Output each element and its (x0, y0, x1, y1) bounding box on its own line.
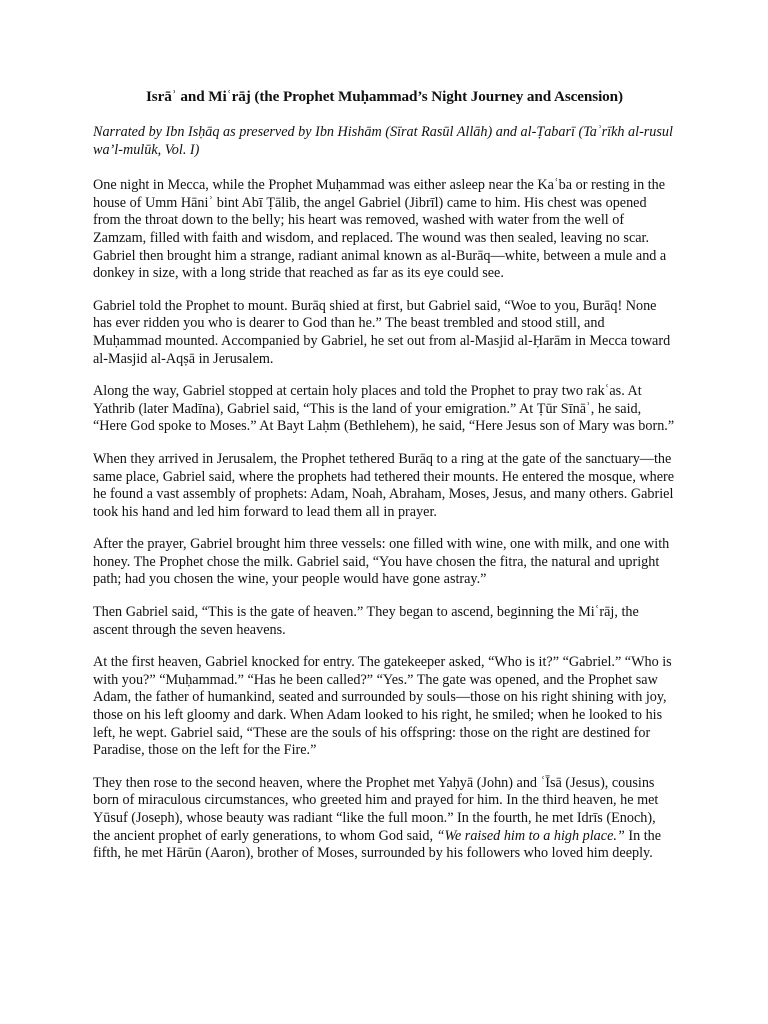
document-page (93, 88, 676, 878)
paragraph-higher-heavens (93, 775, 676, 863)
paragraph-mounting-buraq: Gabriel told the Prophet to mount. Burāq shied at first, but Gabriel said, “Woe to you, Burāq! None has ever ridden you who is dearer to God than he.” The beast trembled and stood still, and Muḥammad mounted. Accompanied by Gabriel, he set out from al-Masjid al-Ḥarām in Mecca toward al-Masjid al-Aqṣā in Jerusalem. (93, 297, 671, 367)
document-subtitle: Narrated by Ibn Isḥāq as preserved by Ibn Hishām (Sīrat Rasūl Allāh) and al-Ṭabarī (Taʾrīkh al-rusul wa’l-mulūk, Vol. I) (93, 124, 673, 158)
paragraph-night-in-mecca: One night in Mecca, while the Prophet Muḥammad was either asleep near the Kaʿba or resting in the house of Umm Hāniʾ bint Abī Ṭālib, the angel Gabriel (Jibrīl) came to him. His chest was opened from the throat down to the belly; his heart was removed, washed with water from the well of Zamzam, filled with faith and wisdom, and replaced. The wound was then sealed, leaving no scar. Gabriel then brought him a strange, radiant animal known as al-Burāq—white, between a mule and a donkey in size, with a long stride that reached as far as its eye could see. (93, 177, 667, 282)
paragraph-three-vessels: After the prayer, Gabriel brought him three vessels: one filled with wine, one with milk, and one with honey. The Prophet chose the milk. Gabriel said, “You have chosen the fitra, the natural and upright path; had you chosen the wine, your people would have gone astray.” (93, 536, 670, 588)
paragraph-holy-places: Along the way, Gabriel stopped at certain holy places and told the Prophet to pray two rakʿas. At Yathrib (later Madīna), Gabriel said, “This is the land of your emigration.” At Ṭūr Sīnāʾ, he said, “Here God spoke to Moses.” At Bayt Laḥm (Bethlehem), he said, “Here Jesus son of Mary was born.” (93, 383, 675, 435)
quran-quote: “We raised him to a high place.” (436, 827, 625, 844)
document-title: Isrāʾ and Miʿrāj (the Prophet Muḥammad’s Night Journey and Ascension) (145, 88, 623, 105)
paragraph-gate-of-heaven: Then Gabriel said, “This is the gate of heaven.” They began to ascend, beginning the Miʿrāj, the ascent through the seven heavens. (93, 604, 639, 638)
paragraph-text-part1: They then rose to the second heaven, where the Prophet met Yaḥyā (John) and ʿĪsā (Jesus), cousins born of miraculous circumstances, who greeted him and prayed for him. In the third heaven, he met Yūsuf (Joseph), whose beauty was radiant “like the full moon.” In the fourth, he met Idrīs (Enoch), the ancient prophet of early generations, to whom God said, (93, 774, 659, 844)
paragraph-first-heaven: At the first heaven, Gabriel knocked for entry. The gatekeeper asked, “Who is it?” “Gabriel.” “Who is with you?” “Muḥammad.” “Has he been called?” “Yes.” The gate was opened, and the Prophet saw Adam, the father of humankind, seated and surrounded by souls—those on his right shining with joy, those on his left gloomy and dark. When Adam looked to his right, he smiled; when he looked to his left, he wept. Gabriel said, “These are the souls of his offspring: those on the right are destined for Paradise, those on the left for the Fire.” (93, 654, 672, 759)
paragraph-jerusalem: When they arrived in Jerusalem, the Prophet tethered Burāq to a ring at the gate of the sanctuary—the same place, Gabriel said, where the prophets had tethered their mounts. He entered the mosque, where he found a vast assembly of prophets: Adam, Noah, Abraham, Moses, Jesus, and many others. Gabriel took his hand and led him forward to lead them all in prayer. (93, 450, 675, 520)
paragraph-text-part2: In the fifth, he met Hārūn (Aaron), brother of Moses, surrounded by his followers who loved him deeply. (93, 827, 662, 862)
